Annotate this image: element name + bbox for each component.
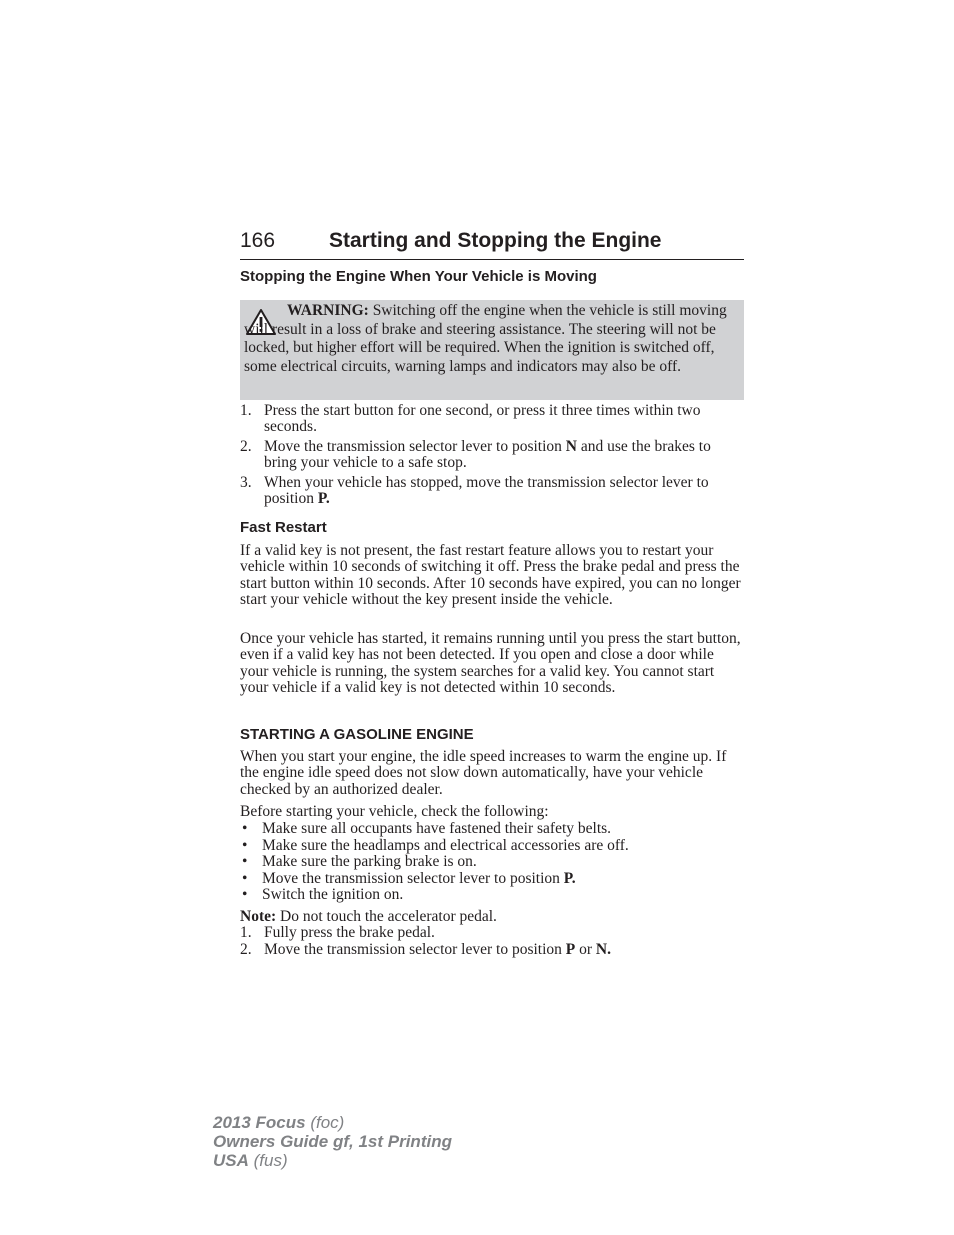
footer-model: 2013 Focus bbox=[213, 1113, 306, 1132]
page-footer bbox=[213, 1113, 452, 1170]
footer-line bbox=[213, 1151, 452, 1170]
section-heading-stopping: Stopping the Engine When Your Vehicle is Moving bbox=[240, 268, 597, 285]
list-text bbox=[264, 439, 744, 470]
position-label: P bbox=[565, 940, 576, 958]
list-text: Switch the ignition on. bbox=[262, 886, 404, 903]
list-number: 2. bbox=[240, 940, 252, 958]
chapter-title: Starting and Stopping the Engine bbox=[329, 229, 662, 252]
footer-line bbox=[213, 1132, 452, 1151]
list-item bbox=[240, 439, 744, 470]
checklist bbox=[240, 821, 744, 904]
footer-line bbox=[213, 1113, 452, 1132]
paragraph: If a valid key is not present, the fast restart feature allows you to restart your vehicle within 10 seconds of switching it off. Press the brake pedal and press the start button within 10 seconds. After 10 seconds have expired, you can no longer start your vehicle without the key present inside the vehicle. bbox=[240, 542, 741, 608]
position-label: P. bbox=[563, 869, 576, 887]
list-item bbox=[240, 942, 744, 959]
footer-guide: Owners Guide gf, 1st Printing bbox=[213, 1132, 452, 1151]
text-span: or bbox=[575, 940, 596, 958]
bullet: • bbox=[242, 869, 248, 887]
list-number: 3. bbox=[240, 474, 252, 491]
footer-code: (foc) bbox=[305, 1113, 345, 1132]
position-label: N. bbox=[595, 940, 611, 958]
list-text: Make sure the parking brake is on. bbox=[262, 853, 477, 870]
list-text: Press the start button for one second, or press it three times within two seconds. bbox=[264, 402, 701, 435]
stopping-steps-list bbox=[240, 403, 744, 506]
list-item bbox=[240, 821, 744, 838]
section-heading-gasoline: STARTING A GASOLINE ENGINE bbox=[240, 726, 474, 743]
list-item bbox=[240, 475, 744, 506]
section-heading-fast-restart: Fast Restart bbox=[240, 519, 327, 536]
list-number: 2. bbox=[240, 438, 252, 455]
text-span: Move the transmission selector lever to position bbox=[262, 869, 564, 887]
list-item bbox=[240, 925, 744, 942]
text-span: When your vehicle has stopped, move the transmission selector lever to position bbox=[264, 474, 709, 507]
list-text bbox=[262, 871, 744, 888]
note bbox=[240, 909, 744, 925]
position-label: N bbox=[565, 438, 577, 455]
position-label: P. bbox=[317, 489, 330, 507]
list-text: Make sure the headlamps and electrical accessories are off. bbox=[262, 836, 629, 854]
footer-market: USA bbox=[213, 1151, 249, 1170]
list-text: Fully press the brake pedal. bbox=[264, 924, 435, 941]
list-item bbox=[240, 871, 744, 888]
bullet: • bbox=[242, 853, 248, 870]
bullet: • bbox=[242, 820, 248, 837]
bullet: • bbox=[242, 886, 248, 903]
starting-steps-list bbox=[240, 925, 744, 958]
list-text bbox=[264, 942, 744, 959]
warning-body: Switching off the engine when the vehicle is still moving will result in a loss of brake and steering assistance. The steering will not be locked, but higher effort will be required. When the ignition is switched off, some electrical circuits, warning lamps and indicators may also be off. bbox=[244, 302, 727, 375]
list-item bbox=[240, 854, 744, 871]
list-text: Make sure all occupants have fastened their safety belts. bbox=[262, 820, 612, 837]
paragraph: When you start your engine, the idle speed increases to warm the engine up. If the engine idle speed does not slow down automatically, have your vehicle checked by an authorized dealer. bbox=[240, 748, 727, 798]
text-span: and use the brakes to bring your vehicle to a safe stop. bbox=[264, 438, 711, 471]
warning-box bbox=[240, 300, 744, 400]
list-number: 1. bbox=[240, 924, 252, 941]
page-number: 166 bbox=[240, 229, 276, 252]
page-header bbox=[240, 229, 744, 260]
bullet: • bbox=[242, 836, 248, 854]
note-text: Do not touch the accelerator pedal. bbox=[276, 908, 497, 925]
note-label: Note: bbox=[240, 908, 277, 925]
list-item bbox=[240, 403, 744, 434]
checklist-intro: Before starting your vehicle, check the following: bbox=[240, 803, 549, 820]
list-item bbox=[240, 838, 744, 855]
text-span: Move the transmission selector lever to position bbox=[264, 940, 566, 958]
paragraph: Once your vehicle has started, it remains running until you press the start button, even if a valid key has not been detected. If you open and close a door while your vehicle is running, the system searches for a valid key. You cannot start your vehicle if a valid key is not detected within 10 seconds. bbox=[240, 630, 741, 696]
text-span: Move the transmission selector lever to position bbox=[264, 438, 566, 455]
warning-label: WARNING: bbox=[287, 302, 369, 319]
footer-code: (fus) bbox=[248, 1151, 288, 1170]
warning-text bbox=[244, 302, 738, 376]
list-number: 1. bbox=[240, 402, 252, 419]
list-item bbox=[240, 887, 744, 904]
list-text bbox=[264, 475, 744, 506]
